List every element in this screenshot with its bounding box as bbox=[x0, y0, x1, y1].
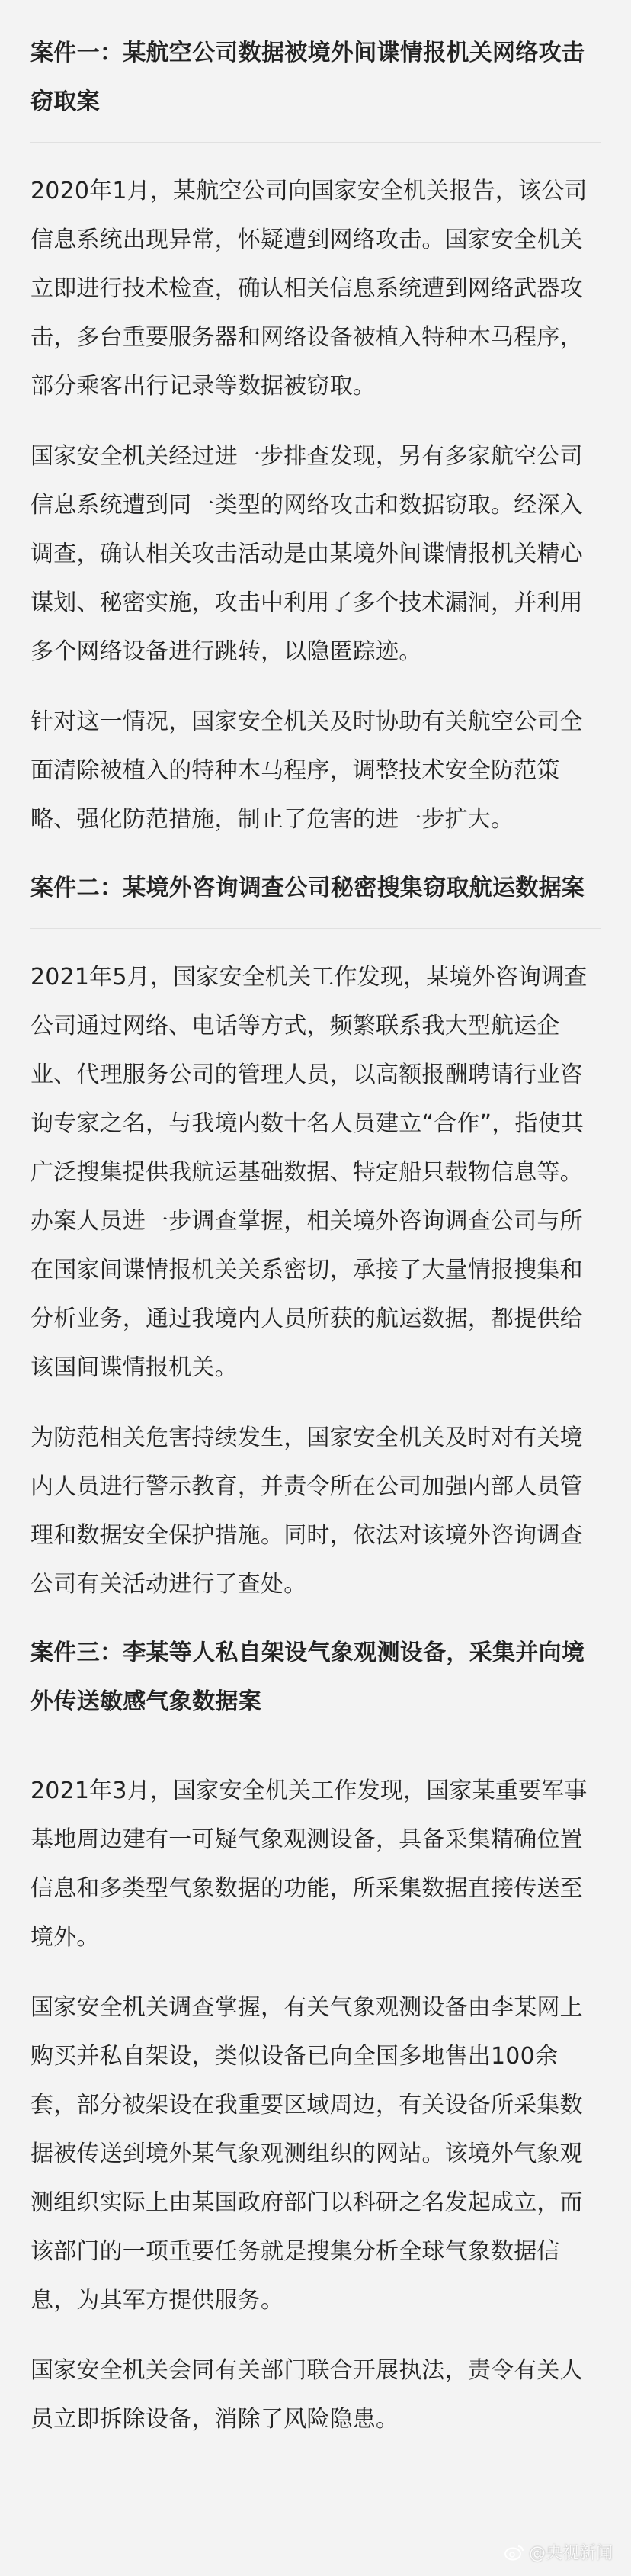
weibo-icon bbox=[504, 2544, 524, 2561]
divider bbox=[30, 928, 601, 929]
divider bbox=[30, 142, 601, 143]
case-2-paragraph-2: 为防范相关危害持续发生，国家安全机关及时对有关境内人员进行警示教育，并责令所在公司加强内部人员管理和数据安全保护措施。同时，依法对该境外咨询调查公司有关活动进行了查处。 bbox=[30, 1425, 583, 1598]
case-1-paragraph-3: 针对这一情况，国家安全机关及时协助有关航空公司全面清除被植入的特种木马程序，调整技术安全防范策略、强化防范措施，制止了危害的进一步扩大。 bbox=[30, 708, 583, 833]
case-3-title: 案件三：李某等人私自架设气象观测设备，采集并向境外传送敏感气象数据案 bbox=[30, 1640, 585, 1715]
case-2-paragraph-1: 2021年5月，国家安全机关工作发现，某境外咨询调查公司通过网络、电话等方式，频繁联系我大型航运企业、代理服务公司的管理人员，以高额报酬聘请行业咨询专家之名，与我境内数十名人员建立“合作”，指使其广泛搜集提供我航运基础数据、特定船只载物信息等。办案人员进一步调查掌握，相关境外咨询调查公司与所在国家间谍情报机关关系密切，承接了大量情报搜集和分析业务，通过我境内人员所获的航运数据，都提供给该国间谍情报机关。 bbox=[30, 964, 588, 1381]
case-3-paragraph-2: 国家安全机关调查掌握，有关气象观测设备由李某网上购买并私自架设，类似设备已向全国多地售出100余套，部分被架设在我重要区域周边，有关设备所采集数据被传送到境外某气象观测组织的网站。该境外气象观测组织实际上由某国政府部门以科研之名发起成立，而该部门的一项重要任务就是搜集分析全球气象数据信息，为其军方提供服务。 bbox=[30, 1994, 583, 2314]
case-2 bbox=[30, 864, 601, 1609]
case-3-paragraph-3: 国家安全机关会同有关部门联合开展执法，责令有关人员立即拆除设备，消除了风险隐患。 bbox=[30, 2357, 583, 2433]
case-3-paragraph-1: 2021年3月，国家安全机关工作发现，国家某重要军事基地周边建有一可疑气象观测设备，具备采集精确位置信息和多类型气象数据的功能，所采集数据直接传送至境外。 bbox=[30, 1778, 588, 1951]
case-1-paragraph-1: 2020年1月，某航空公司向国家安全机关报告，该公司信息系统出现异常，怀疑遭到网络攻击。国家安全机关立即进行技术检查，确认相关信息系统遭到网络武器攻击，多台重要服务器和网络设备被植入特种木马程序，部分乘客出行记录等数据被窃取。 bbox=[30, 178, 588, 400]
case-1-title: 案件一：某航空公司数据被境外间谍情报机关网络攻击窃取案 bbox=[30, 40, 585, 115]
watermark-text: @央视新闻 bbox=[528, 2544, 613, 2563]
case-1-paragraph-2: 国家安全机关经过进一步排查发现，另有多家航空公司信息系统遭到同一类型的网络攻击和数据窃取。经深入调查，确认相关攻击活动是由某境外间谍情报机关精心谋划、秘密实施，攻击中利用了多个技术漏洞，并利用多个网络设备进行跳转，以隐匿踪迹。 bbox=[30, 443, 583, 665]
case-3 bbox=[30, 1629, 601, 2444]
case-2-title: 案件二：某境外咨询调查公司秘密搜集窃取航运数据案 bbox=[30, 875, 585, 901]
case-1 bbox=[30, 29, 601, 844]
watermark bbox=[504, 2540, 613, 2564]
